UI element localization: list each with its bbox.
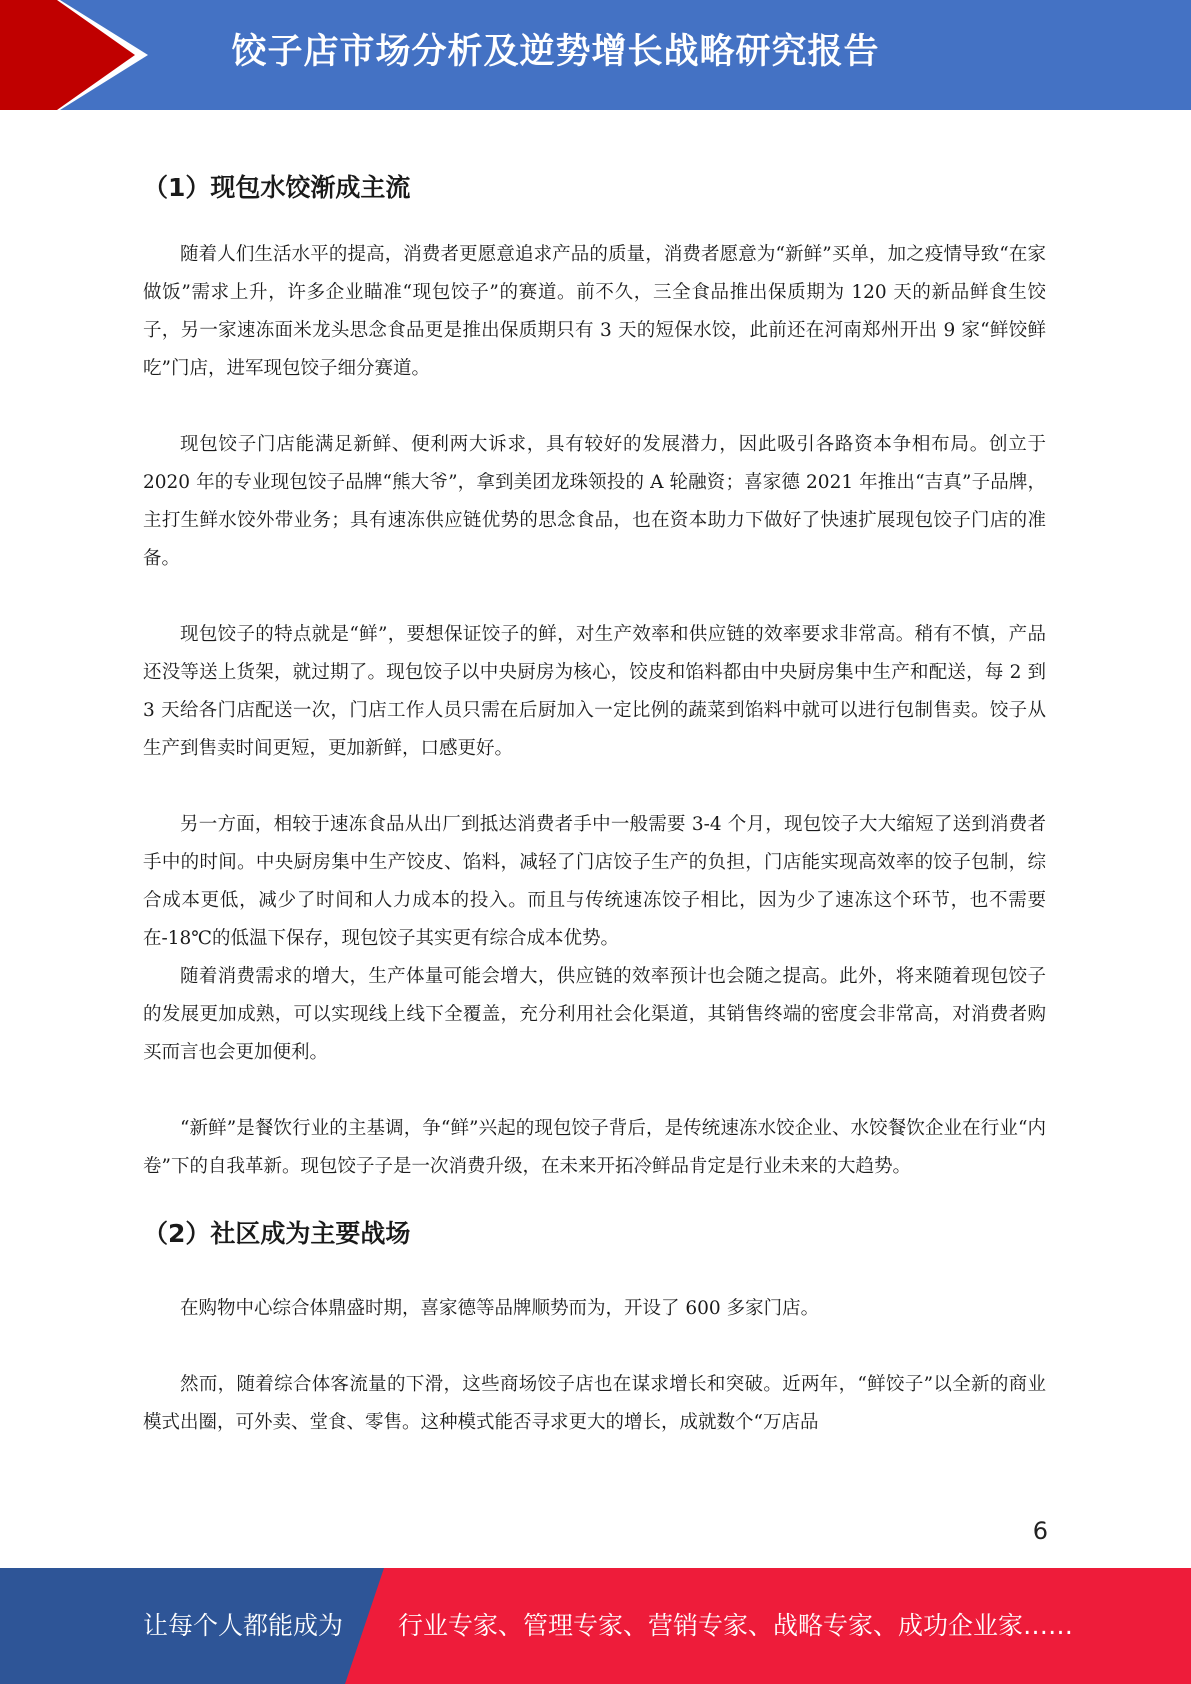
paragraph: 然而，随着综合体客流量的下滑，这些商场饺子店也在谋求增长和突破。近两年，“鲜饺子”以全新的商业模式出圈，可外卖、堂食、零售。这种模式能否寻求更大的增长，成就数个“万店品 [143,1374,1046,1433]
header-arrow-decoration [0,0,160,110]
paragraph: 现包饺子门店能满足新鲜、便利两大诉求，具有较好的发展潜力，因此吸引各路资本争相布局。创立于 2020 年的专业现包饺子品牌“熊大爷”，拿到美团龙珠领投的 A 轮融资；喜家德 2021 年推出“吉真”子品牌，主打生鲜水饺外带业务；具有速冻供应链优势的思念食品，也在资本助力下做好了快速扩展现包饺子门店的准备。 [143,434,1046,569]
footer-slogan-left: 让每个人都能成为 [143,1611,344,1640]
paragraph: 随着人们生活水平的提高，消费者更愿意追求产品的质量，消费者愿意为“新鲜”买单，加之疫情导致“在家做饭”需求上升，许多企业瞄准“现包饺子”的赛道。前不久，三全食品推出保质期为 120 天的新品鲜食生饺子，另一家速冻面米龙头思念食品更是推出保质期只有 3 天的短保水饺，此前还在河南郑州开出 9 家“鲜饺鲜吃”门店，进军现包饺子细分赛道。 [143,244,1046,379]
paragraph: 现包饺子的特点就是“鲜”，要想保证饺子的鲜，对生产效率和供应链的效率要求非常高。稍有不慎，产品还没等送上货架，就过期了。现包饺子以中央厨房为核心，饺皮和馅料都由中央厨房集中生产和配送，每 2 到 3 天给各门店配送一次，门店工作人员只需在后厨加入一定比例的蔬菜到馅料中就可以进行包制售卖。饺子从生产到售卖时间更短，更加新鲜，口感更好。 [143,624,1046,759]
footer-bar [0,1568,1191,1684]
header-bar [0,0,1191,110]
section-heading: （1）现包水饺渐成主流 [143,173,411,202]
page-number: 6 [1032,1517,1048,1545]
paragraph: 另一方面，相较于速冻食品从出厂到抵达消费者手中一般需要 3-4 个月，现包饺子大大缩短了送到消费者手中的时间。中央厨房集中生产饺皮、馅料，减轻了门店饺子生产的负担，门店能实现高效率的饺子包制，综合成本更低，减少了时间和人力成本的投入。而且与传统速冻饺子相比，因为少了速冻这个环节，也不需要在-18℃的低温下保存，现包饺子其实更有综合成本优势。 [143,814,1046,949]
footer-slogan-right: 行业专家、管理专家、营销专家、战略专家、成功企业家…… [398,1611,1074,1640]
report-title: 饺子店市场分析及逆势增长战略研究报告 [231,32,880,72]
paragraph: “新鲜”是餐饮行业的主基调，争“鲜”兴起的现包饺子背后，是传统速冻水饺企业、水饺餐饮企业在行业“内卷”下的自我革新。现包饺子子是一次消费升级，在未来开拓冷鲜品肯定是行业未来的大趋势。 [143,1118,1046,1177]
paragraph: 在购物中心综合体鼎盛时期，喜家德等品牌顺势而为，开设了 600 多家门店。 [180,1298,820,1319]
main-content [143,160,1046,1442]
section-heading: （2）社区成为主要战场 [143,1219,411,1248]
paragraph: 随着消费需求的增大，生产体量可能会增大，供应链的效率预计也会随之提高。此外，将来随着现包饺子的发展更加成熟，可以实现线上线下全覆盖，充分利用社会化渠道，其销售终端的密度会非常高，对消费者购买而言也会更加便利。 [143,966,1046,1063]
